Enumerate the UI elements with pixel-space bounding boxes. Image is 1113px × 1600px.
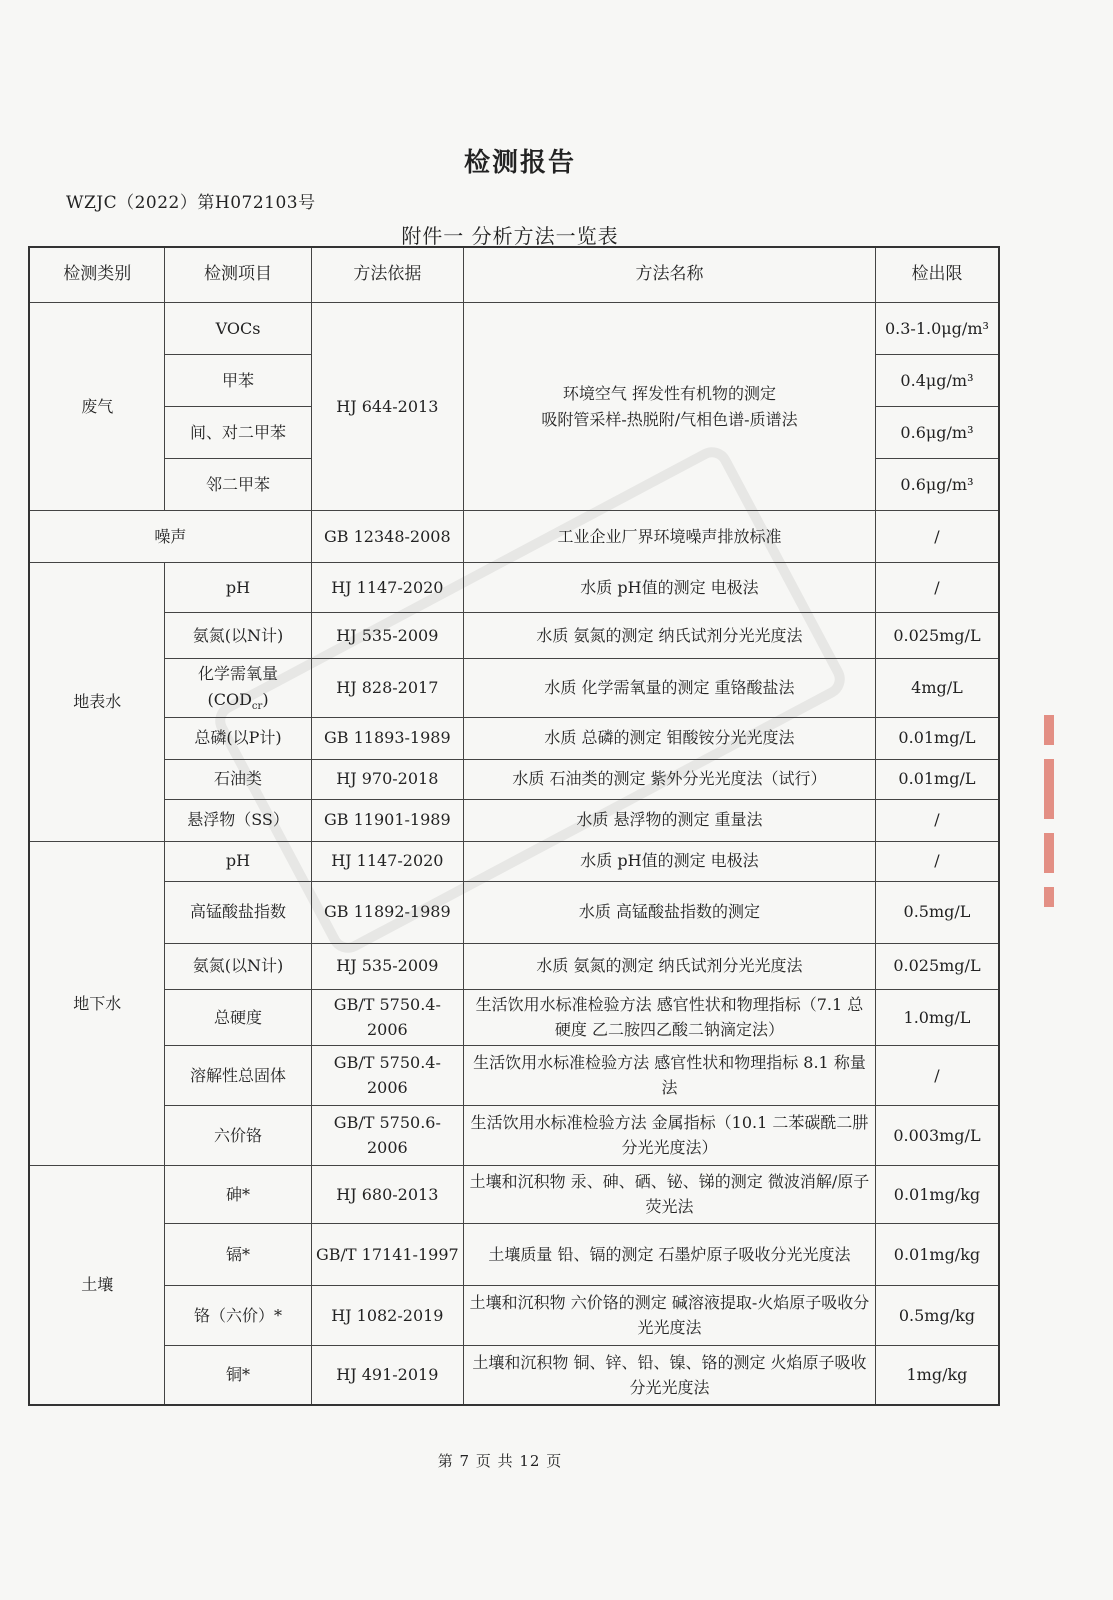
limit-cell: 0.5mg/L xyxy=(875,881,999,943)
method-line: 吸附管采样-热脱附/气相色谱-质谱法 xyxy=(541,409,798,429)
limit-cell: 0.025mg/L xyxy=(875,943,999,989)
table-row xyxy=(29,943,999,989)
method-cell: 生活饮用水标准检验方法 金属指标（10.1 二苯碳酰二肼分光光度法） xyxy=(464,1105,876,1165)
item-cell: 悬浮物（SS） xyxy=(165,799,311,841)
table-row xyxy=(29,989,999,1045)
item-cell: 铜* xyxy=(165,1345,311,1405)
analysis-methods-table xyxy=(28,246,1000,1406)
method-cell: 水质 pH值的测定 电极法 xyxy=(464,841,876,881)
method-cell: 水质 氨氮的测定 纳氏试剂分光光度法 xyxy=(464,613,876,659)
item-cell: 石油类 xyxy=(165,759,311,799)
limit-cell: 0.025mg/L xyxy=(875,613,999,659)
table-row xyxy=(29,303,999,355)
table-row xyxy=(29,1223,999,1285)
basis-cell: HJ 970-2018 xyxy=(311,759,463,799)
item-cell: 六价铬 xyxy=(165,1105,311,1165)
basis-cell: GB/T 17141-1997 xyxy=(311,1223,463,1285)
basis-cell: GB 12348-2008 xyxy=(311,511,463,563)
item-cell: 高锰酸盐指数 xyxy=(165,881,311,943)
report-number: WZJC（2022）第H072103号 xyxy=(66,193,316,213)
table-row xyxy=(29,799,999,841)
item-cell: 总磷(以P计) xyxy=(165,717,311,759)
limit-cell: / xyxy=(875,841,999,881)
table-row xyxy=(29,613,999,659)
method-line: 环境空气 挥发性有机物的测定 xyxy=(562,383,777,403)
limit-cell: 1.0mg/L xyxy=(875,989,999,1045)
limit-cell: 0.003mg/L xyxy=(875,1105,999,1165)
column-header: 检出限 xyxy=(875,247,999,303)
method-cell: 生活饮用水标准检验方法 感官性状和物理指标 8.1 称量法 xyxy=(464,1045,876,1105)
table-row xyxy=(29,1285,999,1345)
limit-cell: / xyxy=(875,511,999,563)
basis-cell: GB 11892-1989 xyxy=(311,881,463,943)
basis-cell: HJ 1147-2020 xyxy=(311,841,463,881)
table-row xyxy=(29,717,999,759)
limit-cell: 1mg/kg xyxy=(875,1345,999,1405)
item-cell: 甲苯 xyxy=(165,355,311,407)
table-row xyxy=(29,759,999,799)
category-cell: 土壤 xyxy=(29,1165,165,1405)
category-cell: 废气 xyxy=(29,303,165,511)
item-cell: VOCs xyxy=(165,303,311,355)
method-cell: 土壤和沉积物 铜、锌、铅、镍、铬的测定 火焰原子吸收分光光度法 xyxy=(464,1345,876,1405)
limit-cell: / xyxy=(875,563,999,613)
table-row xyxy=(29,659,999,718)
method-cell: 生活饮用水标准检验方法 感官性状和物理指标（7.1 总硬度 乙二胺四乙酸二钠滴定法） xyxy=(464,989,876,1045)
item-cell: 总硬度 xyxy=(165,989,311,1045)
table-header-row xyxy=(29,247,999,303)
item-cell: 溶解性总固体 xyxy=(165,1045,311,1105)
basis-cell: HJ 828-2017 xyxy=(311,659,463,718)
item-cell: 砷* xyxy=(165,1165,311,1223)
basis-cell: GB/T 5750.6-2006 xyxy=(311,1105,463,1165)
basis-cell: HJ 644-2013 xyxy=(311,303,463,511)
method-cell: 水质 高锰酸盐指数的测定 xyxy=(464,881,876,943)
item-cell: 氨氮(以N计) xyxy=(165,613,311,659)
item-line: 化学需氧量 xyxy=(198,664,279,683)
table-row xyxy=(29,563,999,613)
category-cell: 地表水 xyxy=(29,563,165,842)
basis-cell: HJ 680-2013 xyxy=(311,1165,463,1223)
category-cell: 地下水 xyxy=(29,841,165,1165)
limit-cell: 0.4μg/m³ xyxy=(875,355,999,407)
column-header: 检测类别 xyxy=(29,247,165,303)
basis-cell: HJ 535-2009 xyxy=(311,613,463,659)
method-cell: 水质 化学需氧量的测定 重铬酸盐法 xyxy=(464,659,876,718)
table-row xyxy=(29,511,999,563)
table-row xyxy=(29,841,999,881)
basis-cell: GB 11901-1989 xyxy=(311,799,463,841)
method-cell: 土壤和沉积物 汞、砷、硒、铋、锑的测定 微波消解/原子荧光法 xyxy=(464,1165,876,1223)
limit-cell: 4mg/L xyxy=(875,659,999,718)
table-row xyxy=(29,1345,999,1405)
item-cell: 铬（六价）* xyxy=(165,1285,311,1345)
method-cell: 水质 pH值的测定 电极法 xyxy=(464,563,876,613)
table-row xyxy=(29,1045,999,1105)
basis-cell: GB/T 5750.4-2006 xyxy=(311,1045,463,1105)
basis-cell: HJ 1147-2020 xyxy=(311,563,463,613)
page-number: 第 7 页 共 12 页 xyxy=(437,1452,563,1470)
basis-cell: HJ 535-2009 xyxy=(311,943,463,989)
method-cell: 工业企业厂界环境噪声排放标准 xyxy=(464,511,876,563)
item-cell: 间、对二甲苯 xyxy=(165,407,311,459)
table-caption: 附件一 分析方法一览表 xyxy=(401,224,619,248)
method-cell: 土壤质量 铅、镉的测定 石墨炉原子吸收分光光度法 xyxy=(464,1223,876,1285)
limit-cell: 0.01mg/kg xyxy=(875,1223,999,1285)
limit-cell: 0.01mg/L xyxy=(875,717,999,759)
limit-cell: 0.6μg/m³ xyxy=(875,459,999,511)
report-title: 检测报告 xyxy=(463,148,576,178)
basis-cell: GB/T 5750.4-2006 xyxy=(311,989,463,1045)
basis-cell: HJ 491-2019 xyxy=(311,1345,463,1405)
limit-cell: 0.3-1.0μg/m³ xyxy=(875,303,999,355)
limit-cell: 0.6μg/m³ xyxy=(875,407,999,459)
column-header: 方法依据 xyxy=(311,247,463,303)
seal-edge xyxy=(1044,715,1058,935)
method-cell: 土壤和沉积物 六价铬的测定 碱溶液提取-火焰原子吸收分光光度法 xyxy=(464,1285,876,1345)
column-header: 检测项目 xyxy=(165,247,311,303)
method-cell: 水质 悬浮物的测定 重量法 xyxy=(464,799,876,841)
basis-cell: HJ 1082-2019 xyxy=(311,1285,463,1345)
item-cell xyxy=(165,659,311,718)
limit-cell: 0.5mg/kg xyxy=(875,1285,999,1345)
method-cell: 水质 石油类的测定 紫外分光光度法（试行） xyxy=(464,759,876,799)
method-cell: 水质 氨氮的测定 纳氏试剂分光光度法 xyxy=(464,943,876,989)
category-cell: 噪声 xyxy=(29,511,311,563)
limit-cell: 0.01mg/kg xyxy=(875,1165,999,1223)
limit-cell: 0.01mg/L xyxy=(875,759,999,799)
item-cell: 氨氮(以N计) xyxy=(165,943,311,989)
column-header: 方法名称 xyxy=(464,247,876,303)
item-line: $(COD_{cr})$ xyxy=(207,689,269,712)
basis-cell: GB 11893-1989 xyxy=(311,717,463,759)
table-row xyxy=(29,881,999,943)
limit-cell: / xyxy=(875,1045,999,1105)
item-cell: pH xyxy=(165,841,311,881)
item-cell: 镉* xyxy=(165,1223,311,1285)
limit-cell: / xyxy=(875,799,999,841)
method-cell xyxy=(464,303,876,511)
item-cell: 邻二甲苯 xyxy=(165,459,311,511)
method-cell: 水质 总磷的测定 钼酸铵分光光度法 xyxy=(464,717,876,759)
table-row xyxy=(29,1105,999,1165)
table-row xyxy=(29,1165,999,1223)
item-cell: pH xyxy=(165,563,311,613)
